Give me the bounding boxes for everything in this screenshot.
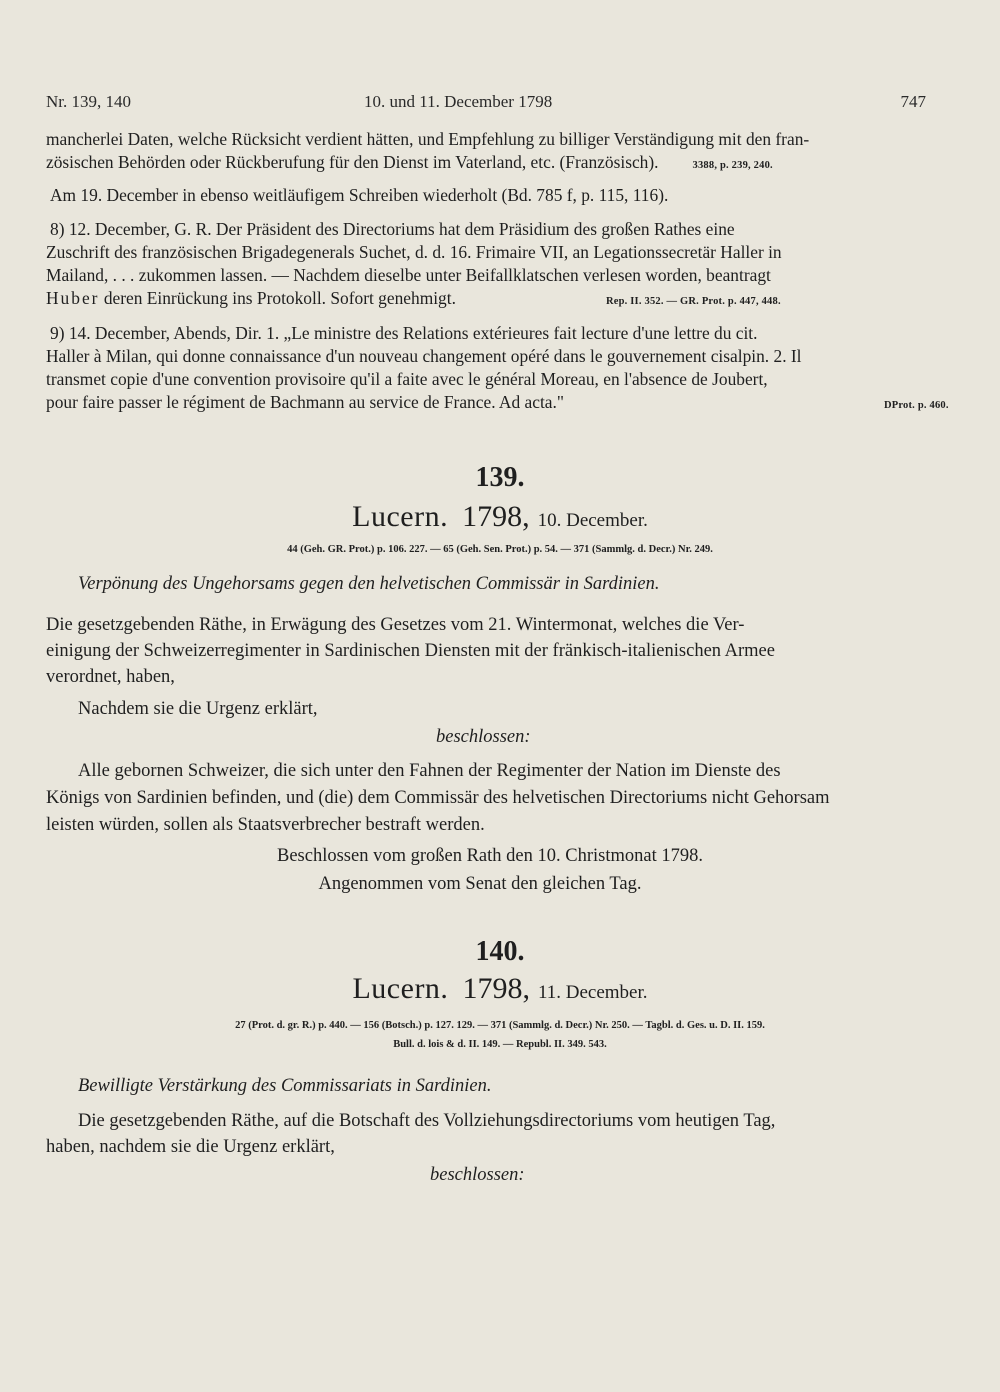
text-line: Königs von Sardinien befinden, und (die) dem Commissär des helvetischen Directoriums nicht Gehorsam: [46, 788, 830, 808]
urgency-clause-139: Nachdem sie die Urgenz erklärt,: [78, 699, 318, 719]
section-number-140: 140.: [475, 936, 525, 967]
year: 1798,: [462, 500, 530, 533]
text-line: Mailand, . . . zukommen lassen. — Nachdem dieselbe unter Beifallklatschen verlesen worden, beantragt: [46, 265, 771, 285]
date: 10. December.: [537, 510, 648, 531]
section-references-139: 44 (Geh. GR. Prot.) p. 106. 227. — 65 (Geh. Sen. Prot.) p. 54. — 371 (Sammlg. d. Decr.) Nr. 249.: [287, 544, 713, 555]
text-line: 9) 14. December, Abends, Dir. 1. „Le ministre des Relations extérieures fait lecture d'une lettre du cit.: [50, 323, 758, 343]
section-subject-139: Verpönung des Ungehorsams gegen den helvetischen Commissär in Sardinien.: [78, 574, 660, 594]
text-line: verordnet, haben,: [46, 667, 175, 687]
spaced-name: Huber: [46, 288, 100, 308]
paragraph-8: [46, 218, 926, 310]
section-subject-140: Bewilligte Verstärkung des Commissariats in Sardinien.: [78, 1076, 492, 1096]
text-line: Huber deren Einrückung ins Protokoll. Sofort genehmigt. Rep. II. 352. — GR. Prot. p. 447, 448.: [46, 288, 781, 308]
source-reference: 3388, p. 239, 240.: [692, 160, 773, 171]
text-line: 8) 12. December, G. R. Der Präsident des Directoriums hat dem Präsidium des großen Rathes eine: [50, 219, 735, 239]
year: 1798,: [462, 972, 530, 1005]
running-header: [46, 92, 926, 114]
page-number: 747: [900, 92, 926, 111]
section-heading-140: [0, 972, 1000, 1006]
section-body-139: [46, 612, 926, 690]
text-line: Haller à Milan, qui donne connaissance d'un nouveau changement opéré dans le gouvernement cisalpin. 2. Il: [46, 346, 802, 366]
decision-date-139: Beschlossen vom großen Rath den 10. Christmonat 1798.: [277, 846, 703, 866]
section-number-139: 139.: [475, 462, 525, 493]
place: Lucern.: [352, 500, 449, 533]
text-line: transmet copie d'une convention provisoire qu'il a faite avec le général Moreau, en l'absence de Joubert,: [46, 369, 768, 389]
senate-approval-139: Angenommen vom Senat den gleichen Tag.: [318, 874, 642, 894]
text-line: Zuschrift des französischen Brigadegenerals Suchet, d. d. 16. Frimaire VII, an Legationssecretär Haller in: [46, 242, 782, 262]
resolved-139: beschlossen:: [436, 727, 531, 747]
text-line: Die gesetzgebenden Räthe, in Erwägung des Gesetzes vom 21. Wintermonat, welches die Ver-: [46, 615, 745, 635]
source-reference: DProt. p. 460.: [883, 400, 949, 411]
paragraph-continuation: [46, 128, 926, 174]
source-reference: Rep. II. 352. — GR. Prot. p. 447, 448.: [605, 296, 781, 307]
date: 11. December.: [537, 982, 648, 1003]
text-line: zösischen Behörden oder Rückberufung für den Dienst im Vaterland, etc. (Französisch). 3388, p. 239, 240.: [46, 152, 773, 172]
resolved-140: beschlossen:: [430, 1165, 525, 1185]
header-numbers: Nr. 139, 140: [46, 92, 131, 111]
text-line: Am 19. December in ebenso weitläufigem Schreiben wiederholt (Bd. 785 f, p. 115, 116).: [50, 185, 669, 205]
place: Lucern.: [352, 972, 449, 1005]
reference-line: 27 (Prot. d. gr. R.) p. 440. — 156 (Botsch.) p. 127. 129. — 371 (Sammlg. d. Decr.) Nr. 250. — Tagbl. d. Ges. u. D. II. 159.: [235, 1020, 765, 1031]
resolution-text-139: [46, 758, 926, 839]
text-line: leisten würden, sollen als Staatsverbrecher bestraft werden.: [46, 815, 485, 835]
reference-line: Bull. d. lois & d. II. 149. — Republ. II. 349. 543.: [393, 1039, 607, 1050]
header-date: 10. und 11. December 1798: [364, 92, 553, 111]
section-references-140: [0, 1016, 1000, 1054]
section-heading-139: [0, 500, 1000, 534]
text-line: Alle gebornen Schweizer, die sich unter den Fahnen der Regimenter der Nation im Dienste des: [78, 761, 781, 781]
text-line: Die gesetzgebenden Räthe, auf die Botschaft des Vollziehungsdirectoriums vom heutigen Tag,: [78, 1111, 776, 1131]
text-line: mancherlei Daten, welche Rücksicht verdient hätten, und Empfehlung zu billiger Verständigung mit den fran-: [46, 129, 810, 149]
section-body-140: [46, 1108, 926, 1160]
text-line: haben, nachdem sie die Urgenz erklärt,: [46, 1137, 335, 1157]
paragraph-am-19: [46, 184, 926, 207]
text-line: einigung der Schweizerregimenter in Sardinischen Diensten mit der fränkisch-italienischen Armee: [46, 641, 775, 661]
text-line: pour faire passer le régiment de Bachmann au service de France. Ad acta." DProt. p. 460.: [46, 392, 949, 412]
paragraph-9: [46, 322, 949, 414]
